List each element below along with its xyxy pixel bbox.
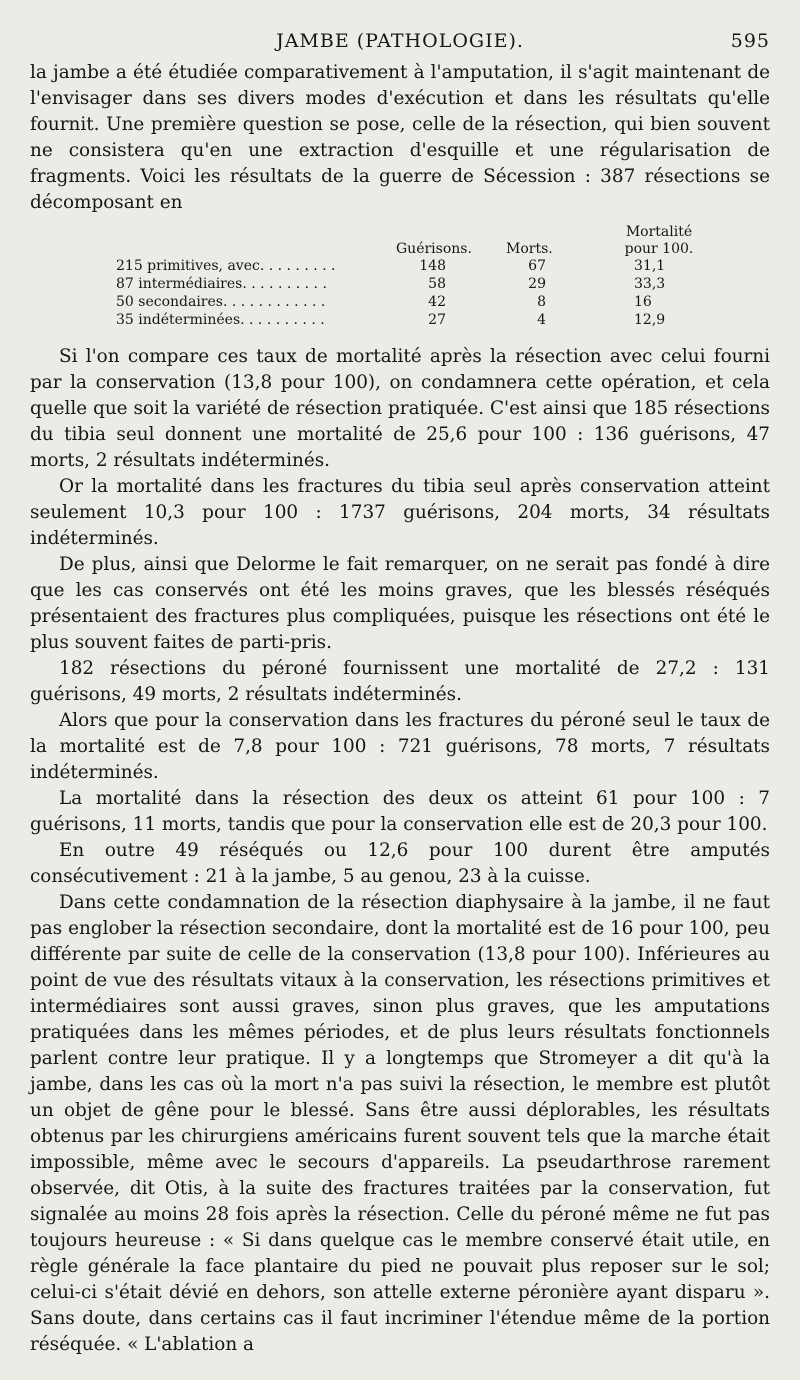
cell-mortalite: 12,9 [634, 312, 666, 328]
table-row [116, 258, 720, 276]
paragraph: Or la mortalité dans les fractures du tibia seul après conservation atteint seulement 10,3 pour 100 : 1737 guérisons, 204 morts, 34 résultats indéterminés. [30, 476, 770, 549]
row-label: 50 secondaires. . . . . . . . . . . . [116, 294, 326, 310]
row-label: 87 intermédiaires. . . . . . . . . . [116, 276, 327, 292]
paragraph: Dans cette condamnation de la résection diaphysaire à la jambe, il ne faut pas englober la résection secondaire, dont la mortalité est de 16 pour 100, peu différente par suite de celle de la conservation (13,8 pour 100). Inférieures au point de vue des résultats vitaux à la conservation, les résections primitives et intermédiaires sont aussi graves, sinon plus graves, que les amputations pratiquées dans les mêmes périodes, et de plus leurs résultats fonctionnels parlent contre leur pratique. Il y a longtemps que Stromeyer a dit qu'à la jambe, dans les cas où la mort n'a pas suivi la résection, le membre est plutôt un objet de gêne pour le blessé. Sans être aussi déplorables, les résultats obtenus par les chirurgiens américains furent souvent tels que la marche était impossible, même avec le secours d'appareils. La pseudarthrose rarement observée, dit Otis, à la suite des fractures traitées par la conservation, fut signalée au moins 28 fois après la résection. Celle du péroné même ne fut pas toujours heureuse : « Si dans quelque cas le membre conservé était utile, en règle générale la face plantaire du pied ne pouvait plus reposer sur le sol; celui-ci s'était dévié en dehors, son attelle externe péronière ayant disparu ». Sans doute, dans certains cas il faut incriminer l'étendue même de la portion réséquée. « L'ablation a [30, 892, 770, 1355]
paragraph: Alors que pour la conservation dans les fractures du péroné seul le taux de la mortalité est de 7,8 pour 100 : 721 guérisons, 78 morts, 7 résultats indéterminés. [30, 710, 770, 783]
paragraph: La mortalité dans la résection des deux os atteint 61 pour 100 : 7 guérisons, 11 morts, tandis que pour la conservation elle est de 20,3 pour 100. [30, 788, 770, 835]
cell-mortalite: 33,3 [634, 276, 666, 292]
cell-morts: 67 [528, 258, 546, 274]
table-row [116, 312, 720, 330]
cell-morts: 4 [537, 312, 546, 328]
cell-mortalite: 16 [634, 294, 652, 310]
table-row [116, 276, 720, 294]
cell-guerisons: 58 [428, 276, 446, 292]
cell-guerisons: 27 [428, 312, 446, 328]
table-row [116, 294, 720, 312]
paragraph: la jambe a été étudiée comparativement à l'amputation, il s'agit maintenant de l'envisager dans ses divers modes d'exécution et dans les résultats qu'elle fournit. Une première question se pose, celle de la résection, qui bien souvent ne consistera qu'en une extraction d'esquille et une régularisation de fragments. Voici les résultats de la guerre de Sécession : 387 résections se décomposant en [30, 62, 770, 213]
table-header [116, 226, 720, 258]
header-mortalite: Mortalité pour 100. [624, 224, 694, 257]
header-morts: Morts. [506, 241, 553, 257]
cell-morts: 29 [528, 276, 546, 292]
paragraph: En outre 49 réséqués ou 12,6 pour 100 durent être amputés consécutivement : 21 à la jambe, 5 au genou, 23 à la cuisse. [30, 840, 770, 887]
row-label: 215 primitives, avec. . . . . . . . . [116, 258, 336, 274]
paragraph: 182 résections du péroné fournissent une mortalité de 27,2 : 131 guérisons, 49 morts, 2 résultats indéterminés. [30, 658, 770, 705]
cell-guerisons: 42 [428, 294, 446, 310]
results-table [116, 226, 720, 330]
running-head: JAMBE (PATHOLOGIE). [276, 30, 524, 52]
paragraph: De plus, ainsi que Delorme le fait remarquer, on ne serait pas fondé à dire que les cas conservés ont été les moins graves, que les blessés réséqués présentaient des fractures plus compliquées, puisque les résections ont été le plus souvent faites de parti-pris. [30, 554, 770, 653]
row-label: 35 indéterminées. . . . . . . . . . [116, 312, 325, 328]
header-guerisons: Guérisons. [396, 241, 472, 257]
page-number: 595 [730, 30, 770, 52]
page-header [30, 26, 770, 60]
paragraph: Si l'on compare ces taux de mortalité après la résection avec celui fourni par la conservation (13,8 pour 100), on condamnera cette opération, et cela quelle que soit la variété de résection pratiquée. C'est ainsi que 185 résections du tibia seul donnent une mortalité de 25,6 pour 100 : 136 guérisons, 47 morts, 2 résultats indéterminés. [30, 346, 770, 471]
cell-guerisons: 148 [419, 258, 446, 274]
cell-mortalite: 31,1 [634, 258, 666, 274]
cell-morts: 8 [537, 294, 546, 310]
